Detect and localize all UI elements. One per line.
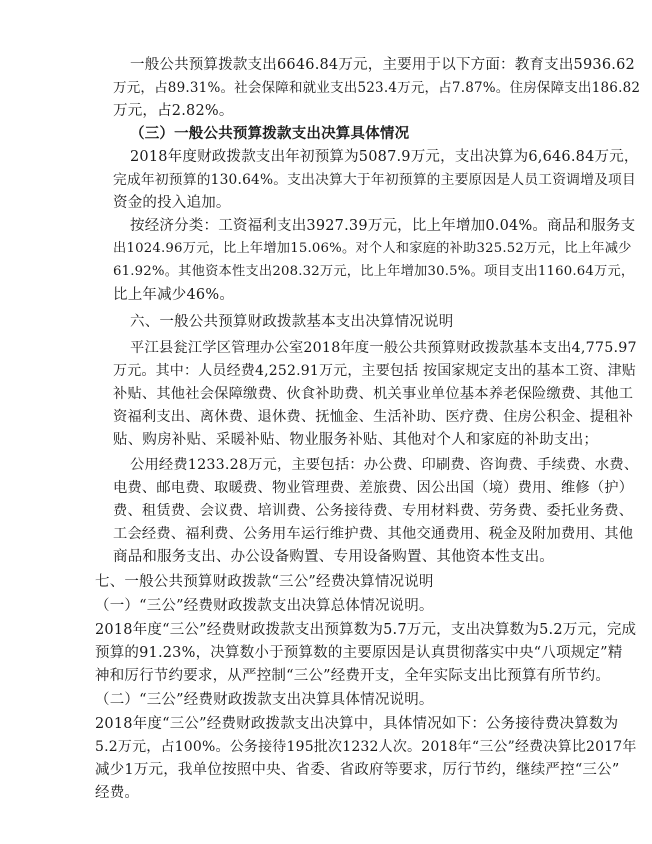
paragraph-6-line-1: 电费、邮电费、取暖费、物业管理费、差旅费、因公出国（境）费用、维修（护）	[113, 480, 634, 496]
section-heading-3: （三）一般公共预算拨款支出决算具体情况	[130, 125, 410, 142]
paragraph-11-line-1: 5.2万元，占100%。公务接待195批次1232人次。2018年“三公”经费决算比2017年	[95, 739, 637, 755]
paragraph-6-line-0: 公用经费1233.28万元，主要包括：办公费、印刷费、咨询费、手续费、水费、	[130, 457, 639, 473]
paragraph-9-line-2: 神和厉行节约要求，从严控制“三公”经费开支，全年实际支出比预算有所节约。	[95, 668, 611, 684]
paragraph-6-line-2: 费、租赁费、会议费、培训费、公务接待费、专用材料费、劳务费、委托业务费、	[113, 503, 634, 519]
subsection-heading-1: （一）“三公”经费财政拨款支出决算总体情况说明。	[95, 598, 434, 614]
paragraph-5-line-0: 平江县瓮江学区管理办公室2018年度一般公共预算财政拨款基本支出4,775.97	[130, 340, 637, 356]
paragraph-2-line-2: 资金的投入追加。	[113, 195, 231, 211]
paragraph-9-line-1: 预算的91.23%，决算数小于预算数的主要原因是认真贯彻落实中央“八项规定”精	[95, 645, 623, 661]
paragraph-3-line-2: 61.92%。其他资本性支出208.32万元，比上年增加30.5%。项目支出1160.64万元，	[113, 264, 635, 279]
paragraph-5-line-2: 补贴、其他社会保障缴费、伙食补助费、机关事业单位基本养老保险缴费、其他工	[113, 386, 634, 402]
paragraph-0-line-0: 一般公共预算拨款支出6646.84万元，主要用于以下方面：教育支出5936.62	[130, 57, 635, 73]
paragraph-6-line-4: 商品和服务支出、办公设备购置、专用设备购置、其他资本性支出。	[113, 549, 554, 565]
paragraph-2-line-0: 2018年度财政拨款支出年初预算为5087.9万元，支出决算为6,646.84万元，	[130, 149, 639, 165]
paragraph-5-line-4: 贴、购房补贴、采暖补贴、物业服务补贴、其他对个人和家庭的补助支出；	[113, 432, 599, 448]
paragraph-0-line-2: 万元，占2.82%。	[113, 103, 234, 119]
paragraph-6-line-3: 工会经费、福利费、公务用车运行维护费、其他交通费用、税金及附加费用、其他	[113, 526, 634, 542]
paragraph-11-line-2: 减少1万元，我单位按照中央、省委、省政府等要求，厉行节约，继续严控“三公”	[95, 762, 620, 778]
paragraph-3-line-3: 比上年减少46%。	[113, 287, 235, 303]
paragraph-5-line-1: 万元。其中：人员经费4,252.91万元，主要包括 按国家规定支出的基本工资、津贴	[113, 363, 636, 379]
paragraph-3-line-1: 出1024.96万元，比上年增加15.06%。对个人和家庭的补助325.52万元，比上年减少	[113, 241, 632, 256]
paragraph-2-line-1: 完成年初预算的130.64%。支出决算大于年初预算的主要原因是人员工资调增及项目	[113, 172, 636, 188]
section-heading-7: 七、一般公共预算财政拨款“三公”经费决算情况说明	[95, 574, 434, 590]
paragraph-11-line-3: 经费。	[95, 785, 140, 801]
section-heading-6: 六、一般公共预算财政拨款基本支出决算情况说明	[130, 314, 454, 330]
paragraph-3-line-0: 按经济分类：工资福利支出3927.39万元，比上年增加0.04%。商品和服务支	[130, 218, 636, 234]
subsection-heading-2: （二）“三公”经费财政拨款支出决算具体情况说明。	[95, 692, 434, 708]
paragraph-9-line-0: 2018年度“三公”经费财政拨款支出预算数为5.7万元，支出决算数为5.2万元，完成	[95, 622, 637, 638]
paragraph-0-line-1: 万元，占89.31%。社会保障和就业支出523.4万元，占7.87%。住房保障支出186.82	[113, 80, 641, 96]
paragraph-11-line-0: 2018年度“三公”经费财政拨款支出决算中，具体情况如下：公务接待费决算数为	[95, 716, 619, 732]
paragraph-5-line-3: 资福利支出、离休费、退休费、抚恤金、生活补助、医疗费、住房公积金、提租补	[113, 409, 634, 425]
